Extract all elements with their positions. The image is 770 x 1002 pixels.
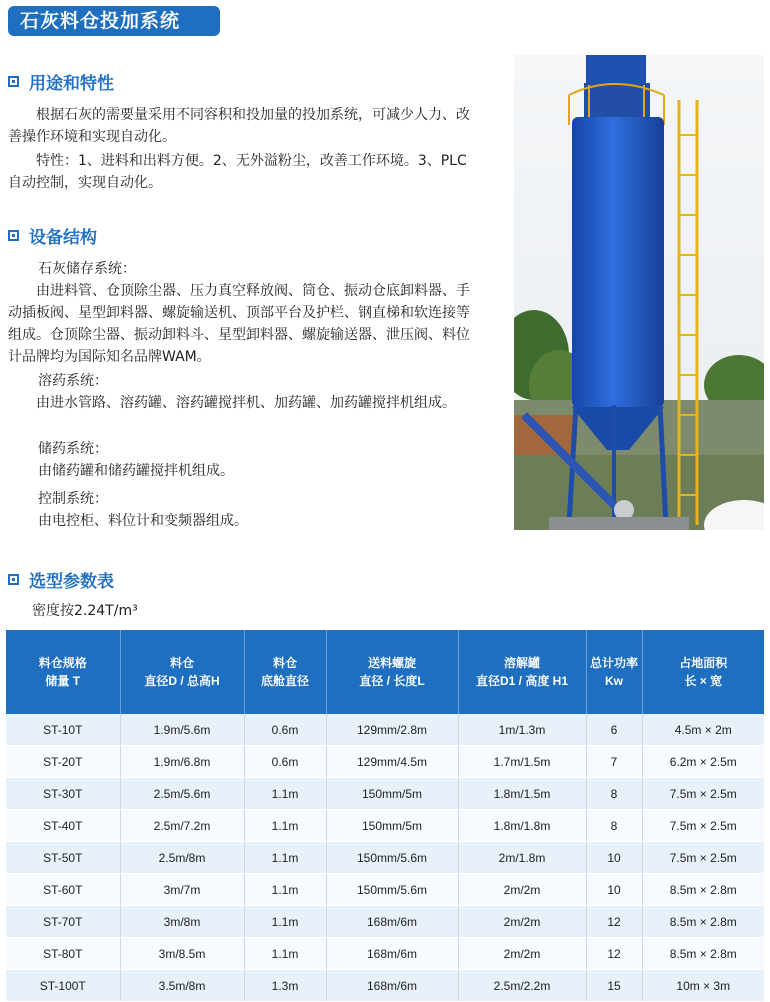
table-cell: 129mm/2.8m — [326, 714, 458, 746]
table-cell: 12 — [586, 938, 642, 970]
table-cell: 2.5m/2.2m — [458, 970, 586, 1002]
table-cell: 150mm/5m — [326, 778, 458, 810]
table-row — [6, 970, 764, 1002]
structure-group-control — [8, 488, 473, 532]
table-row — [6, 746, 764, 778]
group-label: 石灰储存系统： — [38, 261, 136, 277]
silo-illustration — [514, 55, 764, 530]
table-cell: 3m/7m — [120, 874, 244, 906]
section-heading-usage — [8, 70, 114, 92]
table-cell: 1.1m — [244, 906, 326, 938]
density-note: 密度按2.24T/m³ — [32, 603, 138, 619]
table-cell: 150mm/5.6m — [326, 842, 458, 874]
table-cell: 129mm/4.5m — [326, 746, 458, 778]
structure-group-storage-tank — [8, 438, 473, 482]
table-cell: 168m/6m — [326, 938, 458, 970]
column-header: 料仓 直径D / 总高H — [120, 630, 244, 714]
group-text: 由进水管路、溶药罐、溶药罐搅拌机、加药罐、加药罐搅拌机组成。 — [36, 395, 456, 411]
table-cell: 1.1m — [244, 778, 326, 810]
table-row — [6, 938, 764, 970]
table-cell: 1.8m/1.8m — [458, 810, 586, 842]
table-cell: ST-80T — [6, 938, 120, 970]
column-header: 料仓 底舱直径 — [244, 630, 326, 714]
table-cell: 4.5m × 2m — [642, 714, 764, 746]
table-header-row — [6, 630, 764, 714]
table-cell: 3m/8.5m — [120, 938, 244, 970]
section-heading-label: 用途和特性 — [29, 73, 114, 94]
section-heading-label: 设备结构 — [29, 227, 97, 248]
table-row — [6, 906, 764, 938]
table-cell: 1.9m/6.8m — [120, 746, 244, 778]
table-row — [6, 842, 764, 874]
table-cell: 6 — [586, 714, 642, 746]
table-cell: ST-50T — [6, 842, 120, 874]
table-cell: 168m/6m — [326, 970, 458, 1002]
table-cell: ST-100T — [6, 970, 120, 1002]
table-cell: 1.1m — [244, 938, 326, 970]
table-cell: 10 — [586, 874, 642, 906]
table-row — [6, 874, 764, 906]
structure-group-dissolving — [8, 370, 473, 414]
table-cell: 1.1m — [244, 810, 326, 842]
table-cell: 8 — [586, 810, 642, 842]
usage-paragraph: 根据石灰的需要量采用不同容积和投加量的投加系统，可减少人力、改善操作环境和实现自动化。 — [8, 107, 470, 145]
table-cell: 2m/2m — [458, 938, 586, 970]
table-cell: 1.3m — [244, 970, 326, 1002]
table-cell: ST-60T — [6, 874, 120, 906]
square-bullet-icon — [8, 574, 19, 585]
column-header: 送料螺旋 直径 / 长度L — [326, 630, 458, 714]
group-text: 由进料管、仓顶除尘器、压力真空释放阀、筒仓、振动仓底卸料器、手动插板阀、星型卸料器、螺旋输送机、顶部平台及护栏、钢直梯和软连接等组成。仓顶除尘器、振动卸料斗、星型卸料器、螺旋输送器、泄压阀、料位计品牌均为国际知名品牌WAM。 — [8, 283, 470, 365]
page-title: 石灰料仓投加系统 — [8, 6, 220, 36]
table-cell: 10 — [586, 842, 642, 874]
parameter-table — [6, 630, 764, 1002]
table-cell: 1.9m/5.6m — [120, 714, 244, 746]
table-cell: 8.5m × 2.8m — [642, 906, 764, 938]
table-row — [6, 714, 764, 746]
group-text: 由电控柜、料位计和变频器组成。 — [38, 513, 248, 529]
table-cell: ST-40T — [6, 810, 120, 842]
table-row — [6, 778, 764, 810]
square-bullet-icon — [8, 76, 19, 87]
table-cell: ST-70T — [6, 906, 120, 938]
table-cell: 2.5m/7.2m — [120, 810, 244, 842]
group-label: 控制系统： — [38, 491, 108, 507]
column-header: 料仓规格 储量 T — [6, 630, 120, 714]
table-cell: 1m/1.3m — [458, 714, 586, 746]
column-header: 溶解罐 直径D1 / 高度 H1 — [458, 630, 586, 714]
table-cell: 2.5m/5.6m — [120, 778, 244, 810]
table-cell: ST-30T — [6, 778, 120, 810]
silo-photo — [514, 55, 764, 530]
section-heading-parameters — [8, 568, 114, 590]
section-heading-label: 选型参数表 — [29, 571, 114, 592]
table-cell: 8.5m × 2.8m — [642, 938, 764, 970]
table-cell: 168m/6m — [326, 906, 458, 938]
table-cell: 3.5m/8m — [120, 970, 244, 1002]
features-paragraph: 特性：1、进料和出料方便。2、无外溢粉尘，改善工作环境。3、PLC自动控制，实现自动化。 — [8, 153, 467, 191]
table-cell: 1.1m — [244, 874, 326, 906]
table-cell: 0.6m — [244, 746, 326, 778]
group-label: 溶药系统： — [38, 373, 108, 389]
table-cell: 2m/2m — [458, 874, 586, 906]
table-cell: ST-20T — [6, 746, 120, 778]
table-cell: 3m/8m — [120, 906, 244, 938]
table-cell: 0.6m — [244, 714, 326, 746]
table-cell: 150mm/5m — [326, 810, 458, 842]
column-header: 占地面积 长 × 宽 — [642, 630, 764, 714]
table-cell: 150mm/5.6m — [326, 874, 458, 906]
table-cell: 1.1m — [244, 842, 326, 874]
table-cell: 1.8m/1.5m — [458, 778, 586, 810]
table-cell: 8 — [586, 778, 642, 810]
group-text: 由储药罐和储药罐搅拌机组成。 — [38, 463, 234, 479]
table-cell: 15 — [586, 970, 642, 1002]
table-cell: 12 — [586, 906, 642, 938]
table-cell: 1.7m/1.5m — [458, 746, 586, 778]
structure-group-storage — [8, 258, 473, 368]
table-cell: 2.5m/8m — [120, 842, 244, 874]
table-cell: 6.2m × 2.5m — [642, 746, 764, 778]
column-header: 总计功率 Kw — [586, 630, 642, 714]
table-row — [6, 810, 764, 842]
section-heading-structure — [8, 224, 97, 246]
table-cell: ST-10T — [6, 714, 120, 746]
group-label: 储药系统： — [38, 441, 108, 457]
table-cell: 7.5m × 2.5m — [642, 842, 764, 874]
table-cell: 10m × 3m — [642, 970, 764, 1002]
table-cell: 7.5m × 2.5m — [642, 778, 764, 810]
square-bullet-icon — [8, 230, 19, 241]
table-cell: 7.5m × 2.5m — [642, 810, 764, 842]
table-cell: 2m/1.8m — [458, 842, 586, 874]
table-cell: 7 — [586, 746, 642, 778]
table-cell: 2m/2m — [458, 906, 586, 938]
table-cell: 8.5m × 2.8m — [642, 874, 764, 906]
